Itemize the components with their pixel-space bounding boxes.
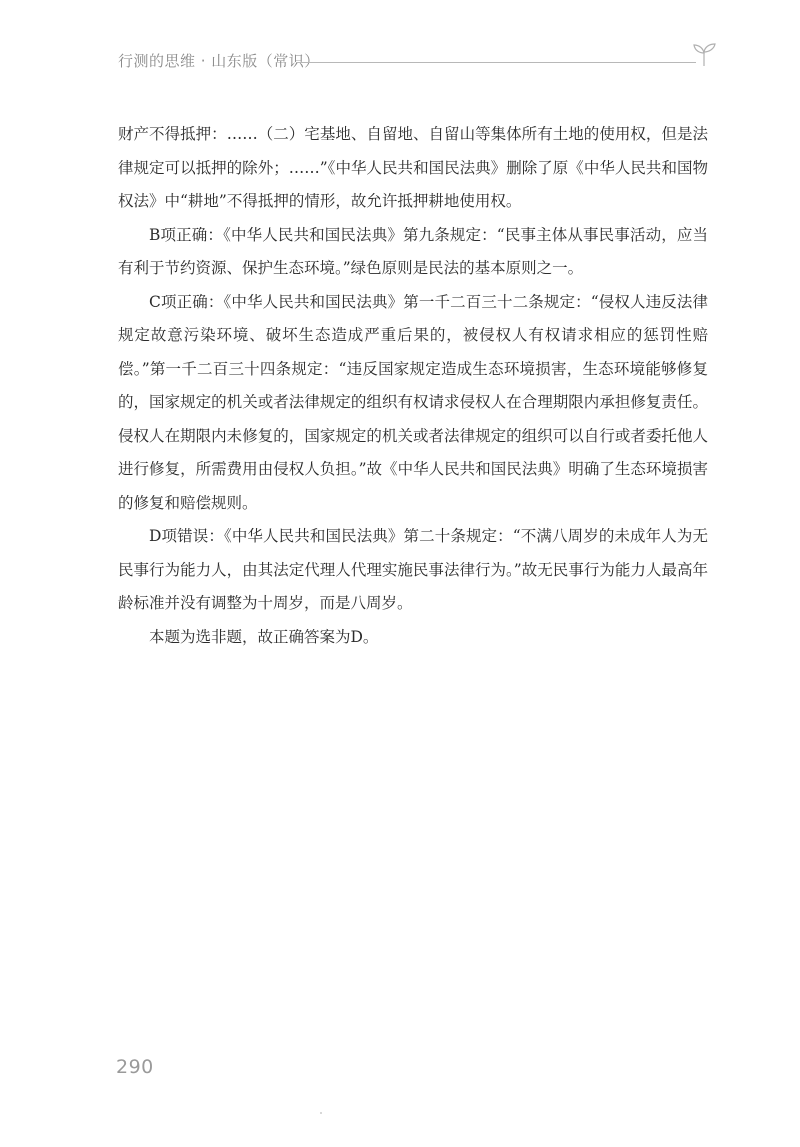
paragraph-answer: 本题为选非题，故正确答案为D。 xyxy=(149,627,379,646)
paragraph-option-b: B项正确：《中华人民共和国民法典》第九条规定：“民事主体从事民事活动，应当有利于节约资源、保护生态环境。”绿色原则是民法的基本原则之一。 xyxy=(118,225,708,277)
page-number: 290 xyxy=(116,1056,154,1078)
running-header xyxy=(118,48,718,78)
paragraph-option-c: C项正确：《中华人民共和国民法典》第一千二百三十二条规定：“侵权人违反法律规定故意污染环境、破坏生态造成严重后果的，被侵权人有权请求相应的惩罚性赔偿。”第一千二百三十四条规定：“违反国家规定造成生态环境损害，生态环境能够修复的，国家规定的机关或者法律规定的组织有权请求侵权人在合理期限内承担修复责任。侵权人在期限内未修复的，国家规定的机关或者法律规定的组织可以自行或者委托他人进行修复，所需费用由侵权人负担。”故《中华人民共和国民法典》明确了生态环境损害的修复和赔偿规则。 xyxy=(118,292,708,512)
scan-speck xyxy=(320,1112,322,1114)
running-header-title: 行测的思维 · 山东版（常识） xyxy=(118,52,320,70)
paragraph-option-d: D项错误：《中华人民共和国民法典》第二十条规定：“不满八周岁的未成年人为无民事行为能力人，由其法定代理人代理实施民事法律行为。”故无民事行为能力人最高年龄标准并没有调整为十周岁，而是八周岁。 xyxy=(118,527,708,612)
header-rule xyxy=(296,62,696,63)
sprout-icon xyxy=(690,40,718,68)
paragraph-continuation: 财产不得抵押：……（二）宅基地、自留地、自留山等集体所有土地的使用权，但是法律规定可以抵押的除外；……”《中华人民共和国民法典》删除了原《中华人民共和国物权法》中“耕地”不得抵押的情形，故允许抵押耕地使用权。 xyxy=(118,125,708,210)
page-body xyxy=(118,118,708,654)
